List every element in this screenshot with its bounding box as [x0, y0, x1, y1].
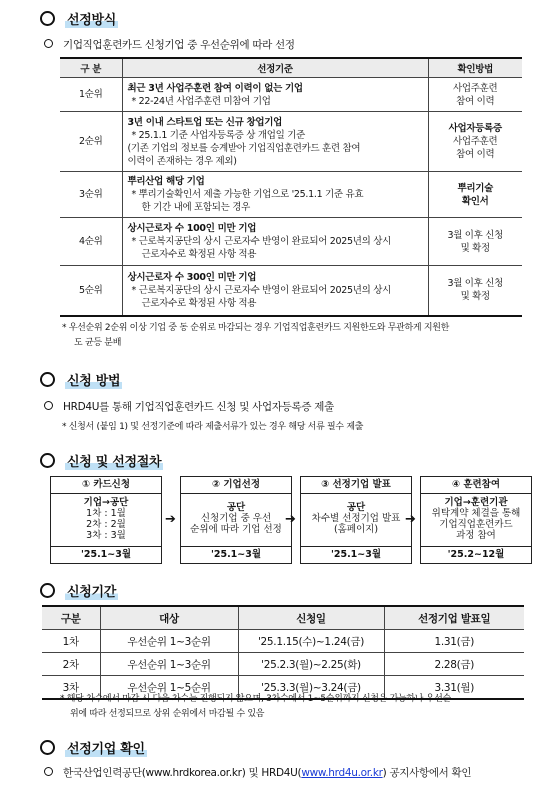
arrow-right-icon: ➔	[165, 512, 176, 527]
col-header-round: 구분	[42, 606, 100, 630]
section-title-period: 신청기간	[40, 581, 118, 600]
table-row: 3차 우선순위 1~5순위 '25.3.3(월)~3.24(금) 3.31(월)	[42, 676, 524, 700]
col-header-category: 구 분	[60, 58, 122, 78]
criteria-cell: 최근 3년 사업주훈련 참여 이력이 없는 기업 * 22-24년 사업주훈련 미참여 기업	[122, 78, 428, 112]
circle-bullet-icon	[40, 583, 55, 598]
table-header-row	[42, 606, 524, 630]
circle-bullet-icon	[40, 11, 55, 26]
circle-bullet-icon	[40, 740, 55, 755]
criteria-footnote: * 우선순위 2순위 이상 기업 중 동 순위로 마감되는 경우 기업직업훈련카드 지원한도와 무관하게 지원한 도 균등 분배	[62, 323, 450, 348]
selection-method-bullet: 기업직업훈련카드 신청기업 중 우선순위에 따라 선정	[44, 37, 295, 52]
step-date: '25.1~3월	[50, 546, 162, 564]
col-header-apply-date: 신청일	[238, 606, 384, 630]
rank-cell: 1순위	[60, 78, 122, 112]
step-header: ① 카드신청	[50, 476, 162, 494]
section-title-selection-method: 선정방식	[40, 9, 118, 28]
application-method-bullet: HRD4U를 통해 기업직업훈련카드 신청 및 사업자등록증 제출	[44, 399, 334, 414]
col-header-target: 대상	[100, 606, 238, 630]
step-body: 공단 차수별 선정기업 발표 (홈페이지)	[300, 494, 412, 546]
rank-cell: 2순위	[60, 112, 122, 172]
rank-cell: 4순위	[60, 218, 122, 266]
rank-cell: 5순위	[60, 266, 122, 316]
period-footnote: * 해당 차수에서 마감 시 다음 차수는 진행되지 않으며, 3차수에서 1~5순위까지 신청은 가능하나 우선순 위에 따라 선정되므로 상위 순위에서 마감될 수 있음	[60, 694, 451, 719]
step-body: 공단 신청기업 중 우선 순위에 따라 기업 선정	[180, 494, 292, 546]
circle-bullet-icon	[40, 372, 55, 387]
step-header: ③ 선정기업 발표	[300, 476, 412, 494]
step-date: '25.1~3월	[300, 546, 412, 564]
method-cell: 뿌리기술 확인서	[428, 172, 522, 218]
method-cell: 3월 이후 신청 및 확정	[428, 266, 522, 316]
step-header: ④ 훈련참여	[420, 476, 532, 494]
circle-bullet-icon	[44, 401, 53, 410]
step-date: '25.2~12월	[420, 546, 532, 564]
period-table	[42, 605, 524, 700]
table-row: 1차 우선순위 1~3순위 '25.1.15(수)~1.24(금) 1.31(금)	[42, 630, 524, 653]
confirm-bullet: 한국산업인력공단(www.hrdkorea.or.kr) 및 HRD4U(www.hrd4u.or.kr) 공지사항에서 확인	[44, 765, 471, 780]
table-header-row	[60, 58, 522, 78]
hrd4u-link[interactable]: www.hrd4u.or.kr	[301, 767, 383, 779]
table-row	[60, 172, 522, 218]
step-body: 기업→훈련기관 위탁계약 체결을 통해 기업직업훈련카드 과정 참여	[420, 494, 532, 546]
col-header-method: 확인방법	[428, 58, 522, 78]
circle-bullet-icon	[40, 453, 55, 468]
table-row	[60, 218, 522, 266]
step-card-select	[180, 476, 292, 564]
step-card-training	[420, 476, 532, 564]
step-date: '25.1~3월	[180, 546, 292, 564]
circle-bullet-icon	[44, 767, 53, 776]
step-body: 기업→공단 1차 : 1월 2차 : 2월 3차 : 3월	[50, 494, 162, 546]
step-card-apply	[50, 476, 162, 564]
criteria-cell: 상시근로자 수 300인 미만 기업 * 근로복지공단의 상시 근로자수 반영이 완료되어 2025년의 상시 근로자수로 확정된 사항 적용	[122, 266, 428, 316]
criteria-cell: 상시근로자 수 100인 미만 기업 * 근로복지공단의 상시 근로자수 반영이 완료되어 2025년의 상시 근로자수로 확정된 사항 적용	[122, 218, 428, 266]
rank-cell: 3순위	[60, 172, 122, 218]
table-row	[60, 78, 522, 112]
step-header: ② 기업선정	[180, 476, 292, 494]
application-footnote: * 신청서 (붙임 1) 및 선정기준에 따라 제출서류가 있는 경우 해당 서류 필수 제출	[62, 422, 364, 432]
section-title-procedure: 신청 및 선정절차	[40, 451, 163, 470]
arrow-right-icon: ➔	[405, 512, 416, 527]
col-header-criteria: 선정기준	[122, 58, 428, 78]
table-row	[60, 112, 522, 172]
criteria-cell: 뿌리산업 해당 기업 * 뿌리기술확인서 제출 가능한 기업으로 '25.1.1 기준 유효 한 기간 내에 포함되는 경우	[122, 172, 428, 218]
arrow-right-icon: ➔	[285, 512, 296, 527]
criteria-cell: 3년 이내 스타트업 또는 신규 창업기업 * 25.1.1 기준 사업자등록증 상 개업일 기준 (기존 기업의 정보를 승계받아 기업직업훈련카드 훈련 참여 이력이 존재하는 경우 제외)	[122, 112, 428, 172]
section-title-confirm: 선정기업 확인	[40, 738, 147, 757]
section-title-application-method: 신청 방법	[40, 370, 122, 389]
method-cell: 3월 이후 신청 및 확정	[428, 218, 522, 266]
table-row	[60, 266, 522, 316]
col-header-announce-date: 선정기업 발표일	[384, 606, 524, 630]
method-cell: 사업자등록증 사업주훈련 참여 이력	[428, 112, 522, 172]
table-row: 2차 우선순위 1~3순위 '25.2.3(월)~2.25(화) 2.28(금)	[42, 653, 524, 676]
method-cell: 사업주훈련 참여 이력	[428, 78, 522, 112]
selection-criteria-table	[60, 57, 522, 317]
circle-bullet-icon	[44, 39, 53, 48]
step-card-announce	[300, 476, 412, 564]
